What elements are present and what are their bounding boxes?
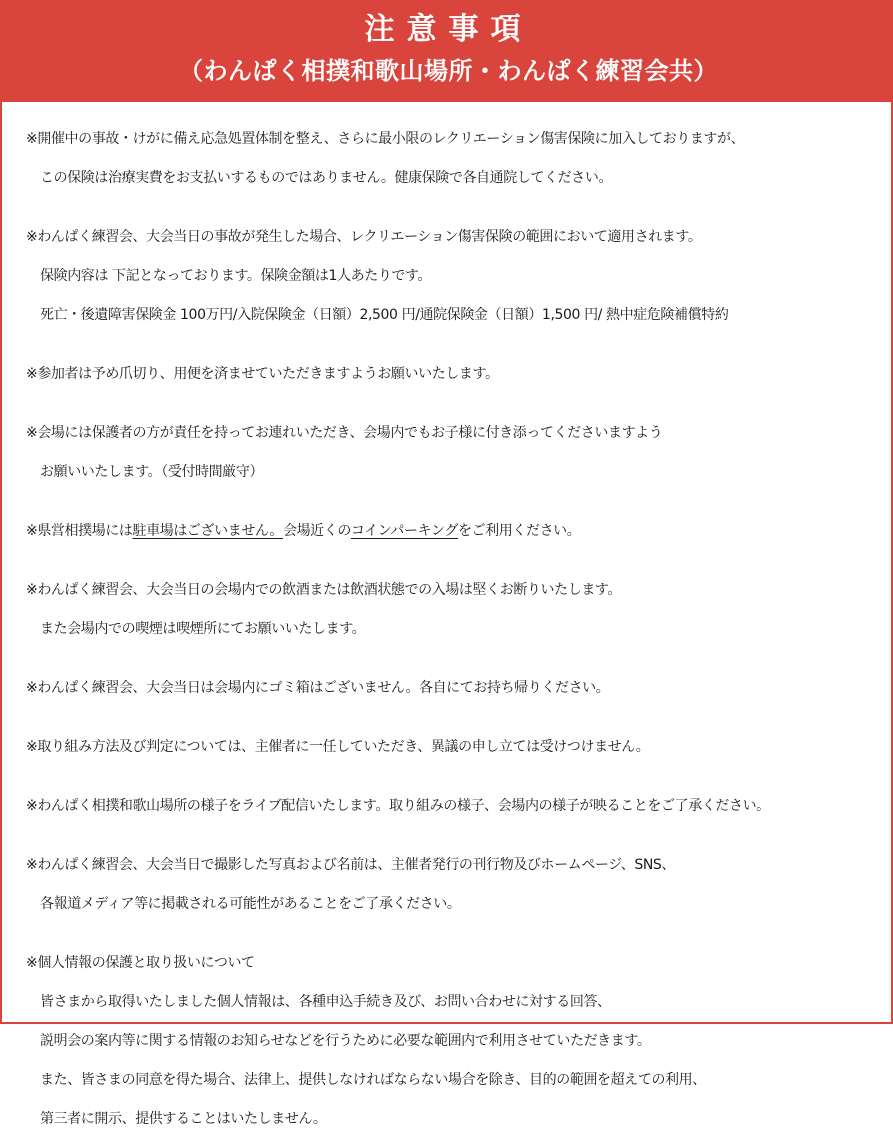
notice-item-parking (26, 512, 876, 551)
notice-item-guardian (26, 414, 876, 492)
notice-item-photos (26, 846, 876, 924)
spacer (26, 708, 876, 728)
notice-item-privacy (26, 944, 876, 1139)
notice-item-preparation (26, 355, 876, 394)
notice-item-alcohol-smoking (26, 571, 876, 649)
spacer (26, 492, 876, 512)
notice-line: ※会場には保護者の方が責任を持ってお連れいただき、会場内でもお子様に付き添ってくださいますよう (26, 425, 663, 441)
coin-parking-text: コインパーキング (350, 523, 458, 539)
header-banner (2, 0, 893, 102)
spacer (26, 826, 876, 846)
spacer (26, 198, 876, 218)
page-title: 注意事項 (364, 12, 533, 47)
notice-line: ※わんぱく練習会、大会当日の会場内での飲酒または飲酒状態での入場は堅くお断りいたします。 (26, 582, 622, 598)
page-subtitle: （わんぱく相撲和歌山場所・わんぱく練習会共） (179, 57, 718, 85)
spacer (26, 649, 876, 669)
parking-text: 会場近くの (282, 523, 351, 539)
notice-line: 第三者に開示、提供することはいたしません。 (40, 1111, 327, 1127)
notice-line: ※参加者は予め爪切り、用便を済ませていただきますようお願いいたします。 (26, 366, 499, 382)
notice-line: ※わんぱく練習会、大会当日で撮影した写真および名前は、主催者発行の刊行物及びホームページ、SNS、 (26, 857, 675, 873)
spacer (26, 335, 876, 355)
notice-item-livestream (26, 787, 876, 826)
parking-text: をご利用ください。 (457, 523, 581, 539)
notice-line: お願いいたします。（受付時間厳守） (40, 464, 264, 480)
notice-line: 死亡・後遺障害保険金 100万円/入院保険金（日額）2,500 円/通院保険金（日額）1,500 円/ 熱中症危険補償特約 (40, 307, 729, 323)
no-parking-text: 駐車場はございません。 (132, 523, 283, 539)
notice-line: ※わんぱく相撲和歌山場所の様子をライブ配信いたします。取り組みの様子、会場内の様子が映ることをご了承ください。 (26, 798, 770, 814)
notice-list (26, 120, 876, 1139)
spacer (26, 551, 876, 571)
notice-line: ※わんぱく練習会、大会当日の事故が発生した場合、レクリエーション傷害保険の範囲において適用されます。 (26, 229, 702, 245)
notice-line (26, 512, 876, 551)
notice-line: また会場内での喫煙は喫煙所にてお願いいたします。 (40, 621, 366, 637)
notice-line: ※わんぱく練習会、大会当日は会場内にゴミ箱はございません。各自にてお持ち帰りください。 (26, 680, 610, 696)
notice-line: 保険内容は 下記となっております。保険金額は1人あたりです。 (40, 268, 432, 284)
spacer (26, 394, 876, 414)
spacer (26, 924, 876, 944)
notice-line: ※開催中の事故・けがに備え応急処置体制を整え、さらに最小限のレクリエーション傷害保険に加入しておりますが、 (26, 131, 745, 147)
notice-item-judging (26, 728, 876, 767)
notice-line: 皆さまから取得いたしました個人情報は、各種申込手続き及び、お問い合わせに対する回答、 (40, 994, 611, 1010)
notice-line: 各報道メディア等に掲載される可能性があることをご了承ください。 (40, 896, 461, 912)
notice-line: この保険は治療実費をお支払いするものではありません。健康保険で各自通院してください。 (40, 170, 613, 186)
notice-line: ※個人情報の保護と取り扱いについて (26, 955, 255, 971)
notice-item-accident (26, 218, 876, 335)
notice-line: ※取り組み方法及び判定については、主催者に一任していただき、異議の申し立ては受けつけません。 (26, 739, 650, 755)
notice-item-trash (26, 669, 876, 708)
notice-line: また、皆さまの同意を得た場合、法律上、提供しなければならない場合を除き、目的の範囲を超えての利用、 (40, 1072, 706, 1088)
notice-item-insurance (26, 120, 876, 198)
notice-line: 説明会の案内等に関する情報のお知らせなどを行うために必要な範囲内で利用させていただきます。 (40, 1033, 651, 1049)
spacer (26, 767, 876, 787)
parking-text: ※県営相撲場には (26, 523, 133, 539)
